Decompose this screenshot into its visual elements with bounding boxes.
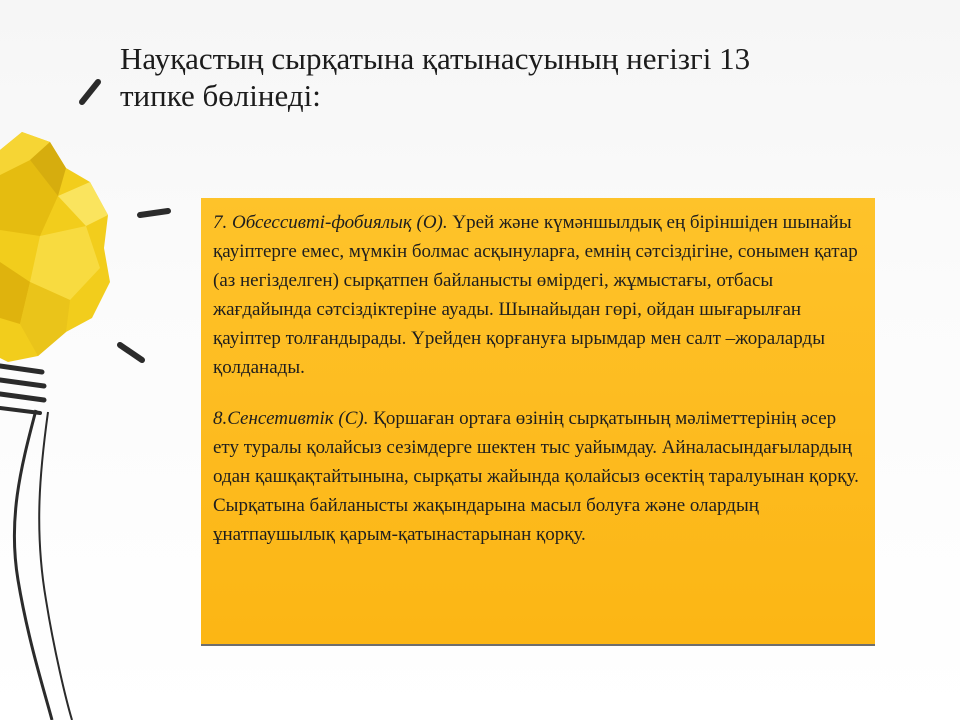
paragraph-body: Қоршаған ортаға өзінің сырқатының мәліметтерінің әсер ету туралы қолайсыз сезімдерге шектен тыс уайымдау. Айналасындағылардың одан қашқақтайтынына, сырқаты жайында қолайсыз өсектің таралуынан қорқу. Сырқатына байланысты жақындарына масыл болуға және олардың ұнатпаушылық қарым-қатынастарынан қорқу. — [213, 408, 859, 545]
paragraph-heading: 8.Сенсетивтік (С). — [213, 408, 369, 429]
content-box — [201, 198, 875, 646]
paragraph-heading: 7. Обсессивті-фобиялық (О). — [213, 212, 448, 233]
paragraph-body: Үрей және күмәншылдық ең біріншіден шынайы қауіптерге емес, мүмкін болмас асқынуларға, емнің сәтсіздігіне, сонымен қатар (аз негізделген) сырқатпен байланысты өмірдегі, жұмыстағы, отбасы жағдайында сәтсіздіктеріне ауады. Шынайыдан гөрі, ойдан шығарылған қауіптер толғандырады. Үрейден қорғануға ырымдар мен салт –жораларды қолданады. — [213, 212, 858, 378]
paragraph-obsessive-phobic — [213, 208, 859, 382]
slide-title: Науқастың сырқатына қатынасуының негізгі 13 типке бөлінеді: — [120, 41, 751, 113]
paragraph-sensitive — [213, 404, 859, 549]
